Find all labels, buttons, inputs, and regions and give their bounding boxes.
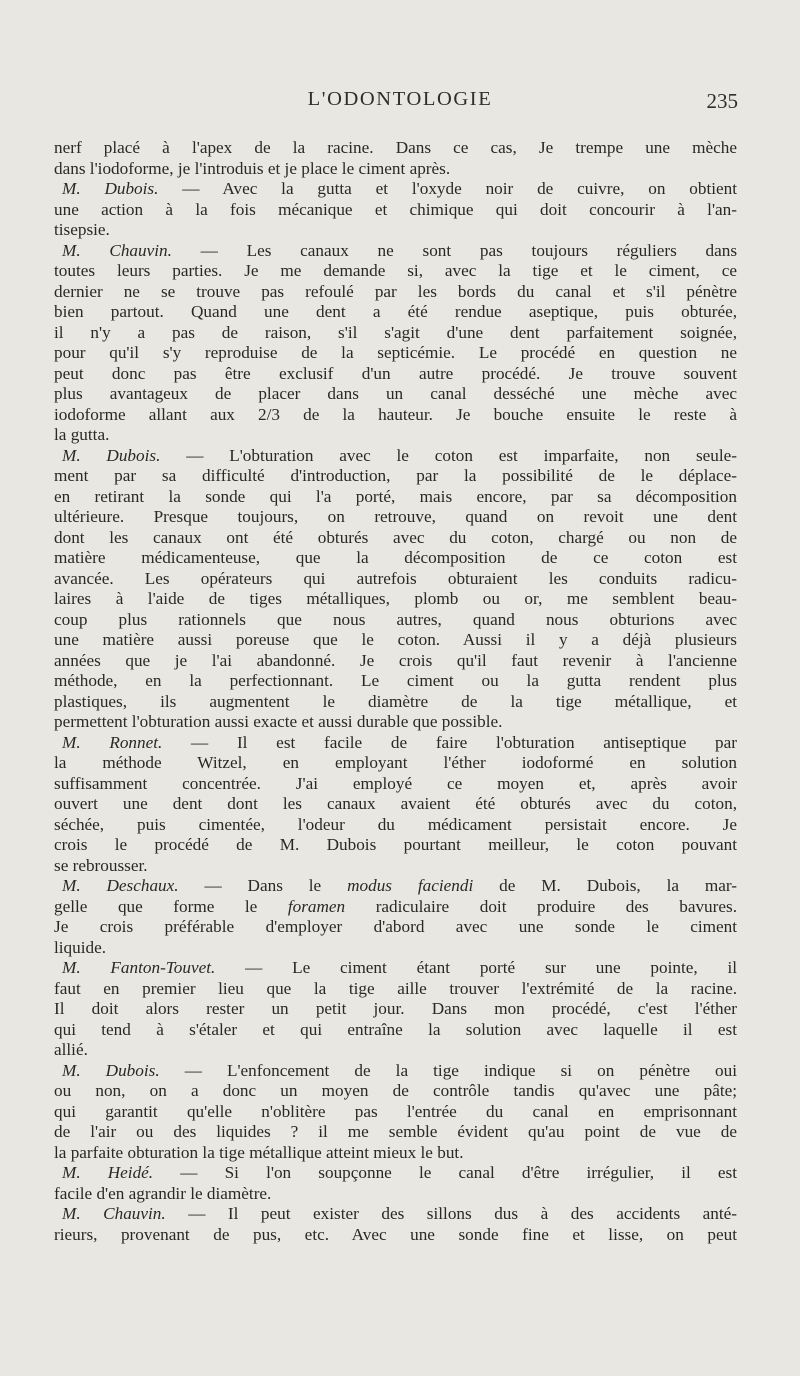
line-text: — Le ciment étant porté sur une pointe, il [215,958,737,977]
text-line [54,343,737,364]
text-line [54,1143,737,1164]
text-line [54,323,737,344]
line-text: pour qu'il s'y reproduise de la septicémie. Le procédé en question ne [54,343,737,362]
line-text: séchée, puis cimentée, l'odeur du médicament persistait encore. Je [54,814,737,834]
italic-term: foramen [287,896,346,916]
line-text: dernier ne se trouve pas refoulé par les bords du canal et s'il pénètre [54,281,737,301]
text-line [54,856,737,877]
text-line [54,138,737,159]
speaker-name: M. Dubois. [62,445,161,465]
line-text: en retirant la sonde qui l'a porté, mais encore, par sa décomposition [54,486,737,506]
text-line [54,1020,737,1041]
line-text-continued: radiculaire doit produire des bavures. [345,896,737,916]
italic-term: modus faciendi [347,876,474,895]
text-line [54,1102,737,1123]
text-line [54,1163,737,1184]
text-line [54,999,737,1020]
speaker-name: M. Heidé. [62,1163,154,1182]
line-text: nerf placé à l'apex de la racine. Dans ce cas, Je trempe une mèche [54,138,737,157]
line-text: laires à l'aide de tiges métalliques, plomb ou or, me semblent beau- [54,589,737,608]
line-text: une matière aussi poreuse que le coton. Aussi il y a déjà plusieurs [54,630,737,649]
line-text: — Avec la gutta et l'oxyde noir de cuivre, on obtient [158,179,737,198]
text-line [54,774,737,795]
speaker-name: M. Dubois. [62,179,159,198]
text-line [54,712,737,733]
text-line [54,753,737,774]
text-line [54,876,737,897]
line-text: ment par sa difficulté d'introduction, par la possibilité de le déplace- [54,466,737,485]
text-line [54,548,737,569]
text-line [54,282,737,303]
line-text: ou non, on a donc un moyen de contrôle tandis qu'avec une pâte; [54,1081,737,1100]
speaker-name: M. Ronnet. [62,732,163,752]
line-text: matière médicamenteuse, que la décomposition de ce coton est [54,548,737,567]
line-text: méthode, en la perfectionnant. Le ciment ou la gutta rendent plus [54,671,737,690]
line-text: Il doit alors rester un petit jour. Dans mon procédé, c'est l'éther [54,999,737,1018]
line-text: dans l'iodoforme, je l'introduis et je place le ciment après. [54,158,451,178]
text-line [54,815,737,836]
line-text: dont les canaux ont été obturés avec du coton, chargé ou non de [54,527,737,547]
text-line [54,917,737,938]
running-title: L'ODONTOLOGIE [307,88,493,110]
text-line [54,179,737,200]
line-text: qui tend à s'étaler et qui entraîne la solution avec laquelle il est [54,1019,737,1039]
line-text: — Il peut exister des sillons dus à des accidents anté- [165,1204,737,1223]
line-text: — Les canaux ne sont pas toujours réguliers dans [171,240,737,260]
text-line [54,958,737,979]
text-line [54,159,737,180]
text-line [54,610,737,631]
text-line [54,897,737,918]
text-line [54,733,737,754]
line-text: Je crois préférable d'employer d'abord avec une sonde le ciment [54,917,737,936]
text-line [54,671,737,692]
line-text: il n'y a pas de raison, s'il s'agit d'une dent parfaitement soignée, [54,322,737,342]
text-line [54,1081,737,1102]
line-text: — Dans le [178,876,348,895]
speaker-name: M. Fanton-Touvet. [62,958,216,977]
line-text: de l'air ou des liquides ? il me semble évident qu'au point de vue de [54,1122,737,1141]
line-text: la parfaite obturation la tige métallique atteint mieux le but. [54,1142,464,1162]
text-line [54,364,737,385]
text-line [54,651,737,672]
line-text: iodoforme allant aux 2/3 de la hauteur. Je bouche ensuite le reste à [54,404,737,424]
text-line [54,794,737,815]
line-text: gelle que forme le [54,896,288,916]
line-text-continued: de M. Dubois, la mar- [473,876,737,895]
text-line [54,261,737,282]
body-text [54,138,737,1245]
text-line [54,569,737,590]
line-text: la méthode Witzel, en employant l'éther iodoformé en solution [54,753,737,772]
text-line [54,1184,737,1205]
line-text: plus avantageux de placer dans un canal desséché une mèche avec [54,384,737,403]
line-text: avancée. Les opérateurs qui autrefois obturaient les conduits radicu- [54,568,737,588]
text-line [54,979,737,1000]
text-line [54,835,737,856]
text-line [54,425,737,446]
line-text: peut donc pas être exclusif d'un autre procédé. Je trouve souvent [54,363,737,383]
line-text: liquide. [54,937,107,957]
line-text: qui garantit qu'elle n'oblitère pas l'entrée du canal en emprisonnant [54,1101,737,1121]
text-line [54,692,737,713]
line-text: faut en premier lieu que la tige aille trouver l'extrémité de la racine. [54,978,737,998]
text-line [54,589,737,610]
line-text: allié. [54,1040,88,1059]
line-text: suffisamment concentrée. J'ai employé ce moyen et, après avoir [54,773,737,793]
line-text: bien partout. Quand une dent a été rendue aseptique, puis obturée, [54,302,737,321]
line-text: — L'obturation avec le coton est imparfaite, non seule- [160,445,737,465]
text-line [54,1040,737,1061]
line-text: rieurs, provenant de pus, etc. Avec une sonde fine et lisse, on peut [54,1224,737,1244]
text-line [54,200,737,221]
text-line [54,630,737,651]
speaker-name: M. Dubois. [62,1060,160,1080]
text-line [54,466,737,487]
line-text: toutes leurs parties. Je me demande si, avec la tige et le ciment, ce [54,261,737,280]
page-header [0,88,800,118]
line-text: coup plus rationnels que nous autres, quand nous obturions avec [54,609,737,629]
text-line [54,241,737,262]
line-text: ouvert une dent dont les canaux avaient été obturés avec du coton, [54,794,737,813]
line-text: crois le procédé de M. Dubois pourtant meilleur, le coton pouvant [54,835,737,854]
text-line [54,384,737,405]
speaker-name: M. Chauvin. [62,240,172,260]
text-line [54,938,737,959]
line-text: la gutta. [54,425,110,444]
text-line [54,1204,737,1225]
line-text: tisepsie. [54,220,110,239]
line-text: plastiques, ils augmentent le diamètre de la tige métallique, et [54,691,737,711]
text-line [54,1061,737,1082]
line-text: — Il est facile de faire l'obturation antiseptique par [162,732,737,752]
text-line [54,220,737,241]
speaker-name: M. Chauvin. [62,1204,166,1223]
line-text: ultérieure. Presque toujours, on retrouve, quand on revoit une dent [54,507,737,526]
text-line [54,1122,737,1143]
text-line [54,446,737,467]
line-text: — L'enfoncement de la tige indique si on pénètre oui [159,1060,737,1080]
text-line [54,405,737,426]
line-text: — Si l'on soupçonne le canal d'être irrégulier, il est [153,1163,737,1182]
text-line [54,487,737,508]
text-line [54,528,737,549]
line-text: permettent l'obturation aussi exacte et aussi durable que possible. [54,712,503,731]
text-line [54,507,737,528]
line-text: années que je l'ai abandonné. Je crois qu'il faut revenir à l'ancienne [54,650,737,670]
speaker-name: M. Deschaux. [62,876,179,895]
text-line [54,1225,737,1246]
line-text: facile d'en agrandir le diamètre. [54,1183,272,1203]
line-text: se rebrousser. [54,855,148,875]
text-line [54,302,737,323]
page-number: 235 [706,89,738,113]
line-text: une action à la fois mécanique et chimique qui doit concourir à l'an- [54,199,737,219]
